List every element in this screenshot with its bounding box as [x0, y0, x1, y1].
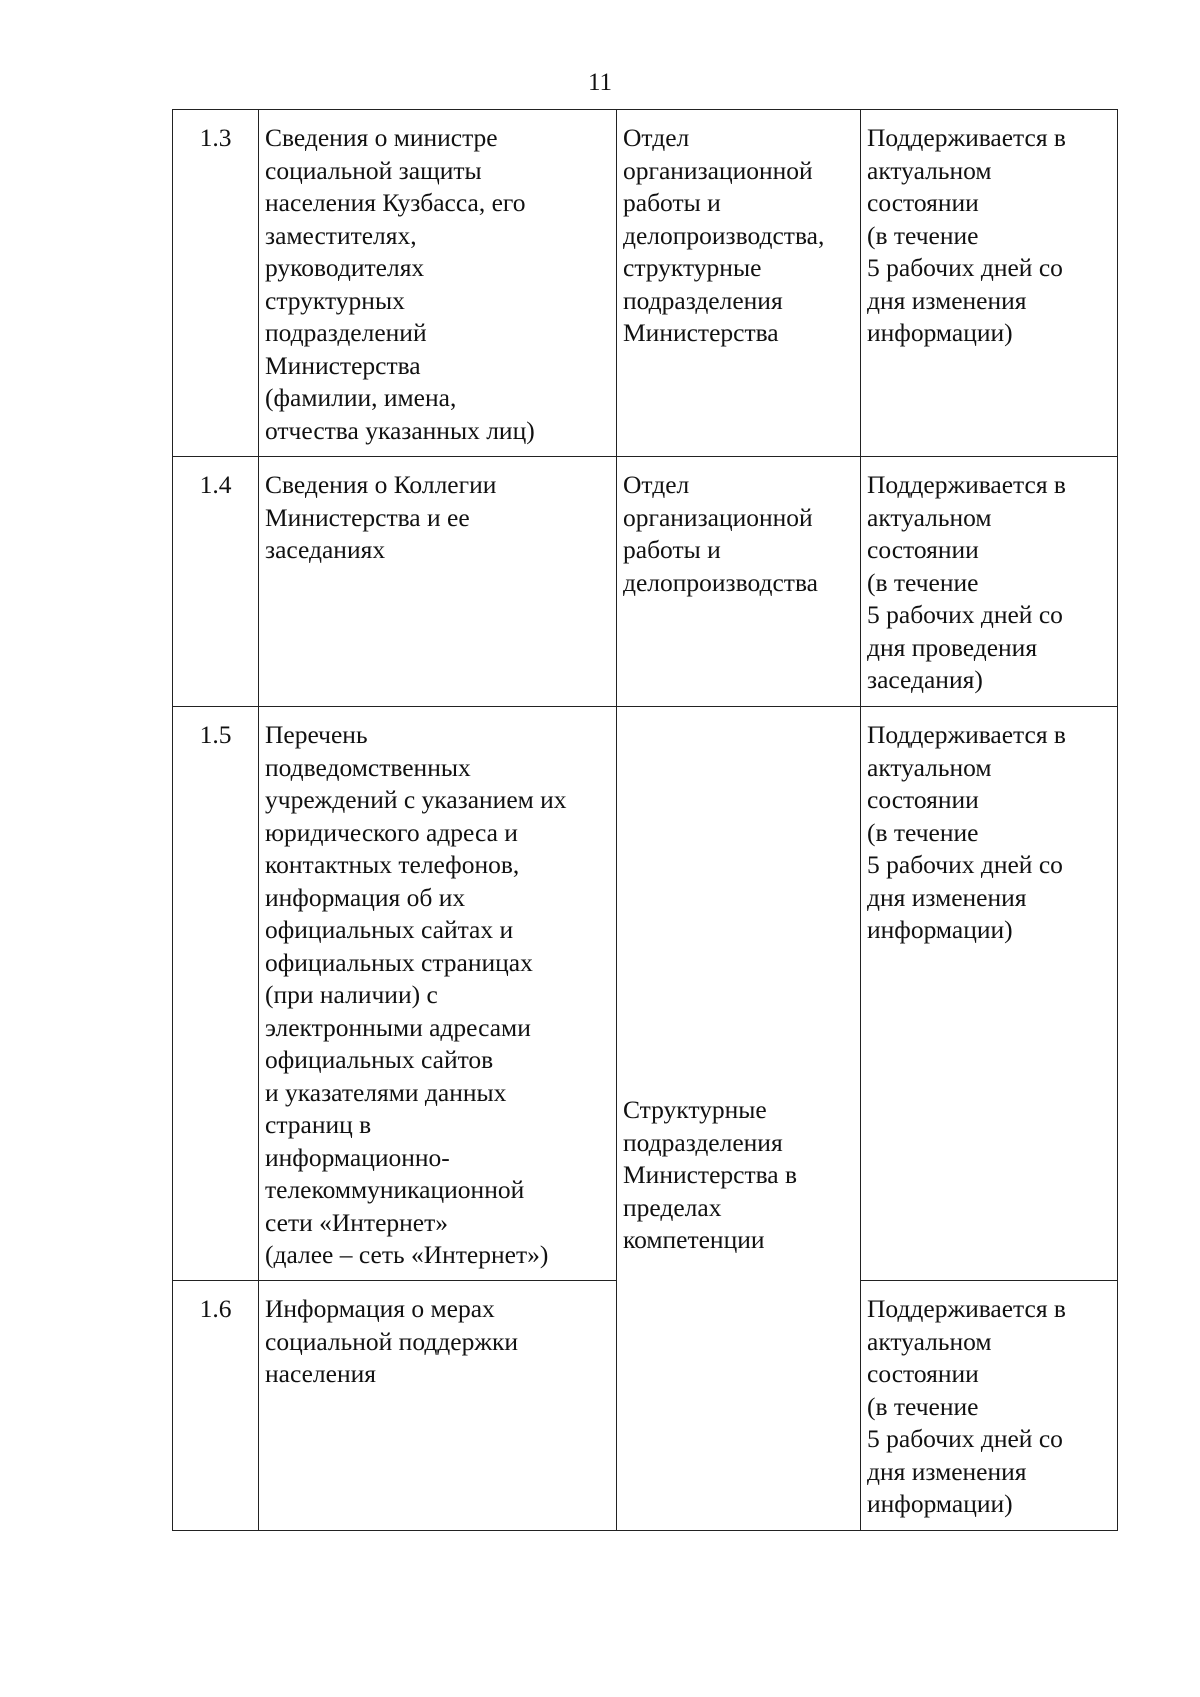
- table-row: [173, 707, 1118, 1281]
- info-cell: Сведения о министре социальной защиты населения Кузбасса, его заместителях, руководителях структурных подразделений Министерства (фамилии, имена, отчества указанных лиц): [259, 110, 617, 457]
- row-number: 1.3: [173, 110, 259, 457]
- table-row: [173, 457, 1118, 707]
- responsible-cell: Отдел организационной работы и делопроизводства, структурные подразделения Министерства: [617, 110, 861, 457]
- responsible-cell: Структурные подразделения Министерства в пределах компетенции: [617, 707, 861, 1531]
- info-cell: Сведения о Коллегии Министерства и ее заседаниях: [259, 457, 617, 707]
- info-table: [172, 109, 1118, 1531]
- period-cell: Поддерживается в актуальном состоянии (в течение 5 рабочих дней со дня изменения информации): [861, 1281, 1118, 1531]
- info-cell: Информация о мерах социальной поддержки населения: [259, 1281, 617, 1531]
- row-number: 1.4: [173, 457, 259, 707]
- page-number: 11: [587, 69, 613, 96]
- table-row: [173, 110, 1118, 457]
- responsible-cell: Отдел организационной работы и делопроизводства: [617, 457, 861, 707]
- row-number: 1.5: [173, 707, 259, 1281]
- period-cell: Поддерживается в актуальном состоянии (в течение 5 рабочих дней со дня проведения заседания): [861, 457, 1118, 707]
- period-cell: Поддерживается в актуальном состоянии (в течение 5 рабочих дней со дня изменения информации): [861, 110, 1118, 457]
- period-cell: Поддерживается в актуальном состоянии (в течение 5 рабочих дней со дня изменения информации): [861, 707, 1118, 1281]
- row-number: 1.6: [173, 1281, 259, 1531]
- info-cell: Перечень подведомственных учреждений с указанием их юридического адреса и контактных телефонов, информация об их официальных сайтах и официальных страницах (при наличии) с электронными адресами официальных сайтов и указателями данных страниц в информационно- телекоммуникационной сети «Интернет» (далее – сеть «Интернет»): [259, 707, 617, 1281]
